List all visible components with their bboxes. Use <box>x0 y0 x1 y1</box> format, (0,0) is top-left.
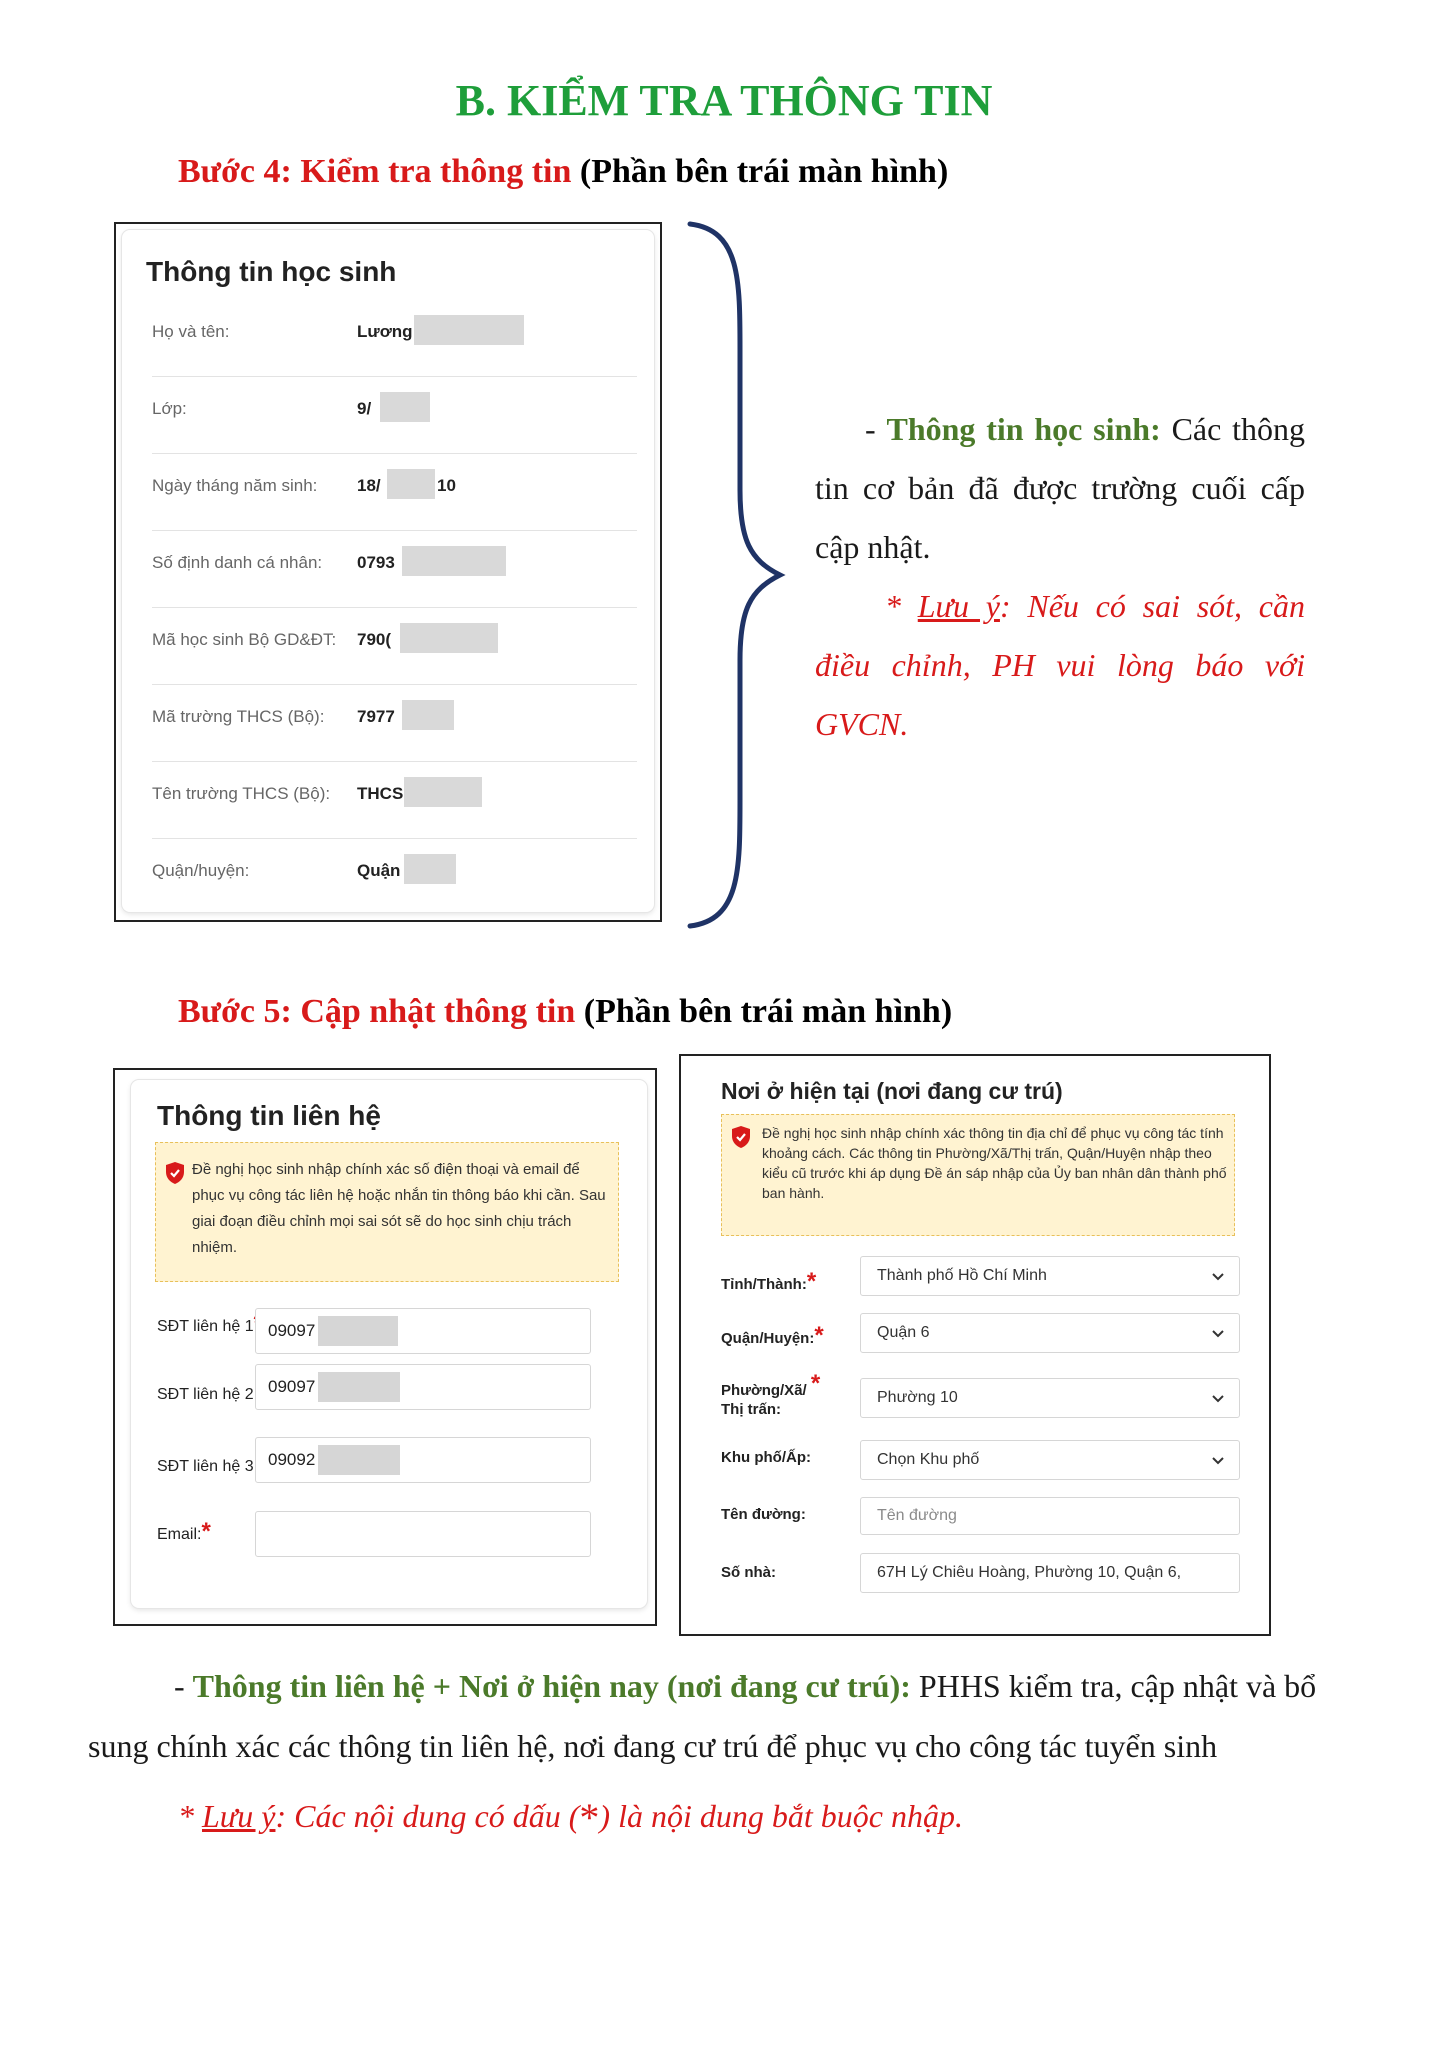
bottom-note-label: Lưu ý <box>202 1798 276 1834</box>
student-info-note <box>815 400 1305 754</box>
redaction-mask <box>318 1316 398 1346</box>
chevron-down-icon <box>1211 1454 1225 1466</box>
province-label <box>721 1268 816 1296</box>
row-label: Số định danh cá nhân: <box>152 553 323 572</box>
house-number-input[interactable] <box>860 1553 1240 1593</box>
student-info-row <box>152 839 637 916</box>
chevron-down-icon <box>1211 1270 1225 1282</box>
row-value: 18/ <box>357 476 381 495</box>
step-5-suffix: (Phần bên trái màn hình) <box>583 993 953 1030</box>
street-label <box>721 1506 806 1523</box>
chevron-down-icon <box>1211 1392 1225 1404</box>
label-text: SĐT liên hệ 1 <box>157 1318 254 1335</box>
residence-warning-box <box>721 1114 1235 1236</box>
label-text: Email: <box>157 1526 202 1543</box>
redaction-mask <box>404 777 482 807</box>
step-5-label: Bước 5: <box>178 993 292 1030</box>
bottom-paragraph <box>88 1656 1378 1776</box>
phone-1-label <box>157 1310 263 1338</box>
select-value: Phường 10 <box>877 1389 958 1406</box>
student-info-screenshot <box>114 222 662 922</box>
contact-info-title: Thông tin liên hệ <box>157 1100 381 1131</box>
note-term: Thông tin học sinh <box>886 411 1151 447</box>
row-value: Lương <box>357 322 413 341</box>
step-4-suffix: (Phần bên trái màn hình) <box>579 153 949 190</box>
row-value: Quận <box>357 861 401 880</box>
district-label <box>721 1322 824 1350</box>
student-info-row <box>152 608 637 685</box>
label-text-line2: Thị trấn: <box>721 1401 781 1418</box>
step-5-title: Cập nhật thông tin <box>300 993 576 1030</box>
student-info-row <box>152 685 637 762</box>
phone-2-label <box>157 1378 254 1406</box>
student-info-card <box>122 230 654 912</box>
neighborhood-label <box>721 1449 811 1466</box>
bottom-term: Thông tin liên hệ + Nơi ở hiện nay (nơi đang cư trú) <box>192 1668 901 1704</box>
label-text: Tỉnh/Thành: <box>721 1276 807 1293</box>
note-label: Lưu ý <box>917 588 1000 624</box>
redaction-mask <box>318 1445 400 1475</box>
student-info-row <box>152 300 637 377</box>
redaction-mask <box>380 392 430 422</box>
row-label: Mã học sinh Bộ GD&ĐT: <box>152 630 337 649</box>
note-text: Các thông tin cơ bản đã được trường cuối cấp cập nhật. <box>815 411 1306 565</box>
note-star: * <box>885 588 901 624</box>
note-dash: - <box>865 411 876 447</box>
phone-2-input[interactable] <box>255 1364 591 1410</box>
bottom-text: PHHS kiểm tra, cập nhật và bổ sung chính xác các thông tin liên hệ, nơi đang cư trú để phục vụ cho công tác tuyển sinh <box>88 1668 1317 1764</box>
residence-screenshot <box>679 1054 1271 1636</box>
phone-3-label <box>157 1450 254 1478</box>
email-input[interactable] <box>255 1511 591 1557</box>
row-label: Họ và tên: <box>152 322 230 341</box>
house-number-label <box>721 1564 776 1581</box>
student-info-title: Thông tin học sinh <box>146 256 397 287</box>
shield-icon <box>730 1125 752 1149</box>
label-text: Phường/Xã/ <box>721 1382 807 1399</box>
redaction-mask <box>318 1372 400 1402</box>
row-value: 9/ <box>357 399 372 418</box>
label-text: Quận/Huyện: <box>721 1330 815 1347</box>
bottom-note-text-2: ) là nội dung bắt buộc nhập. <box>599 1798 963 1834</box>
redaction-mask <box>387 469 435 499</box>
curly-brace-icon <box>680 220 790 930</box>
province-select[interactable] <box>860 1256 1240 1296</box>
student-info-row <box>152 454 637 531</box>
note-warning-text: : Nếu có sai sót, cần điều chỉnh, PH vui lòng báo với GVCN. <box>815 588 1305 742</box>
ward-label <box>721 1370 821 1419</box>
row-value-tail: 10 <box>437 476 456 495</box>
contact-info-card <box>131 1080 647 1608</box>
row-label: Lớp: <box>152 399 187 418</box>
bottom-note <box>178 1790 963 1840</box>
label-text: Số nhà: <box>721 1564 776 1581</box>
input-placeholder: Tên đường <box>877 1507 957 1524</box>
contact-warning-box <box>155 1142 619 1282</box>
student-info-row <box>152 762 637 839</box>
row-label: Quận/huyện: <box>152 861 250 880</box>
row-label: Tên trường THCS (Bộ): <box>152 784 331 803</box>
row-value: 7977 <box>357 707 395 726</box>
input-value: 09097 <box>268 1321 316 1340</box>
row-value: 790( <box>357 630 392 649</box>
row-value: THCS <box>357 784 404 803</box>
step-4-heading <box>178 153 948 191</box>
select-value: Chọn Khu phố <box>877 1451 980 1468</box>
section-heading: B. KIỂM TRA THÔNG TIN <box>455 76 993 125</box>
district-select[interactable] <box>860 1313 1240 1353</box>
redaction-mask <box>414 315 524 345</box>
redaction-mask <box>402 546 506 576</box>
label-text: SĐT liên hệ 3 <box>157 1458 254 1475</box>
required-asterisk: * <box>806 1268 817 1295</box>
label-text: Khu phố/Ấp: <box>721 1449 811 1466</box>
ward-select[interactable] <box>860 1378 1240 1418</box>
input-value: 67H Lý Chiêu Hoàng, Phường 10, Quận 6, <box>877 1564 1182 1581</box>
street-input[interactable] <box>860 1497 1240 1535</box>
select-value: Thành phố Hồ Chí Minh <box>877 1267 1047 1284</box>
chevron-down-icon <box>1211 1327 1225 1339</box>
redaction-mask <box>402 700 454 730</box>
step-5-heading <box>178 993 952 1031</box>
label-text: Tên đường: <box>721 1506 806 1523</box>
contact-info-screenshot <box>113 1068 657 1626</box>
input-value: 09097 <box>268 1377 316 1396</box>
input-value: 09092 <box>268 1450 316 1469</box>
neighborhood-select[interactable] <box>860 1440 1240 1480</box>
select-value: Quận 6 <box>877 1324 930 1341</box>
step-4-label: Bước 4: <box>178 153 292 190</box>
contact-warning-text: Đề nghị học sinh nhập chính xác số điện thoại và email để phục vụ công tác liên hệ hoặc nhắn tin thông báo khi cần. Sau giai đoạn điều chỉnh mọi sai sót sẽ do học sinh chịu trách nhiệm. <box>192 1161 606 1256</box>
row-label: Ngày tháng năm sinh: <box>152 476 318 495</box>
redaction-mask <box>404 854 456 884</box>
bottom-note-star-2: * <box>579 1795 600 1840</box>
required-asterisk: * <box>810 1370 821 1397</box>
step-4-title: Kiểm tra thông tin <box>300 153 572 190</box>
bottom-colon: : <box>900 1668 911 1704</box>
residence-warning-text: Đề nghị học sinh nhập chính xác thông tin địa chỉ để phục vụ công tác tính khoảng cách. Các thông tin Phường/Xã/Thị trấn, Quận/Huyện nhập theo kiểu cũ trước khi áp dụng Đề án sáp nhập của Ủy ban nhân dân thành phố ban hành. <box>762 1125 1227 1201</box>
note-paragraph <box>815 400 1305 577</box>
required-asterisk: * <box>814 1322 824 1349</box>
phone-3-input[interactable] <box>255 1437 591 1483</box>
redaction-mask <box>400 623 498 653</box>
bottom-dash: - <box>174 1668 185 1704</box>
residence-title: Nơi ở hiện tại (nơi đang cư trú) <box>721 1078 1063 1104</box>
row-value: 0793 <box>357 553 395 572</box>
bottom-note-text-1: : Các nội dung có dấu ( <box>275 1798 580 1834</box>
note-colon: : <box>1150 411 1161 447</box>
bottom-note-star: * <box>178 1798 194 1834</box>
note-warning <box>815 577 1305 754</box>
label-text: SĐT liên hệ 2 <box>157 1386 254 1403</box>
required-asterisk: * <box>201 1518 211 1545</box>
email-label <box>157 1518 211 1546</box>
student-info-row <box>152 377 637 454</box>
row-label: Mã trường THCS (Bộ): <box>152 707 325 726</box>
shield-icon <box>164 1161 186 1185</box>
student-info-row <box>152 531 637 608</box>
phone-1-input[interactable] <box>255 1308 591 1354</box>
